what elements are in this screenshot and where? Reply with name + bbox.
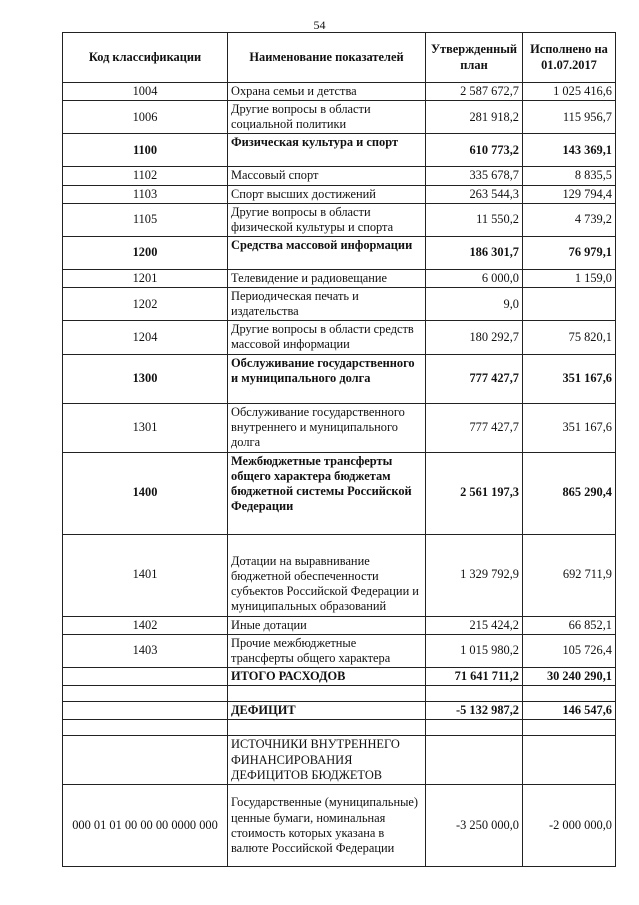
- row-plan: 71 641 711,2: [426, 667, 523, 685]
- row-code: 1403: [63, 634, 228, 667]
- page-number: 54: [313, 18, 326, 32]
- row-code: 1100: [63, 134, 228, 167]
- row-done: 1 159,0: [523, 269, 616, 287]
- table-row: [63, 736, 616, 785]
- budget-table: [62, 32, 616, 867]
- row-code: 1402: [63, 616, 228, 634]
- row-plan: 11 550,2: [426, 203, 523, 236]
- table-row: [63, 534, 616, 616]
- row-plan: 777 427,7: [426, 354, 523, 403]
- row-name: Охрана семьи и детства: [228, 83, 426, 101]
- table-row: [63, 634, 616, 667]
- row-name: Периодическая печать и издательства: [228, 288, 426, 321]
- row-done: [523, 686, 616, 702]
- row-done: 66 852,1: [523, 616, 616, 634]
- row-code: 1400: [63, 452, 228, 534]
- row-plan: 215 424,2: [426, 616, 523, 634]
- row-name: Обслуживание государственного и муниципального долга: [228, 354, 426, 403]
- table-row: [63, 403, 616, 452]
- row-plan: 2 587 672,7: [426, 83, 523, 101]
- row-code: 1201: [63, 269, 228, 287]
- row-done: 4 739,2: [523, 203, 616, 236]
- table-row: [63, 185, 616, 203]
- table-row: [63, 83, 616, 101]
- row-done: 115 956,7: [523, 101, 616, 134]
- row-name: Массовый спорт: [228, 167, 426, 185]
- row-done: 1 025 416,6: [523, 83, 616, 101]
- row-name: ИСТОЧНИКИ ВНУТРЕННЕГО ФИНАНСИРОВАНИЯ ДЕФИЦИТОВ БЮДЖЕТОВ: [228, 736, 426, 785]
- row-plan: 6 000,0: [426, 269, 523, 287]
- row-name: Межбюджетные трансферты общего характера бюджетам бюджетной системы Российской Федерации: [228, 452, 426, 534]
- table-row: [63, 203, 616, 236]
- row-name: Дотации на выравнивание бюджетной обеспеченности субъектов Российской Федерации и муниципальных образований: [228, 534, 426, 616]
- row-code: 1006: [63, 101, 228, 134]
- row-name: [228, 686, 426, 702]
- header-done: Исполнено на 01.07.2017: [523, 33, 616, 83]
- row-code: 1204: [63, 321, 228, 354]
- table-header-row: [63, 33, 616, 83]
- row-done: 143 369,1: [523, 134, 616, 167]
- row-name: Другие вопросы в области физической культуры и спорта: [228, 203, 426, 236]
- row-done: -2 000 000,0: [523, 785, 616, 867]
- row-code: 1102: [63, 167, 228, 185]
- row-name: Иные дотации: [228, 616, 426, 634]
- row-done: 351 167,6: [523, 354, 616, 403]
- row-name: Другие вопросы в области социальной политики: [228, 101, 426, 134]
- row-plan: 1 015 980,2: [426, 634, 523, 667]
- table-row: [63, 101, 616, 134]
- row-code: 1301: [63, 403, 228, 452]
- row-name: ДЕФИЦИТ: [228, 702, 426, 720]
- row-plan: -5 132 987,2: [426, 702, 523, 720]
- row-plan: [426, 686, 523, 702]
- row-name: Другие вопросы в области средств массовой информации: [228, 321, 426, 354]
- table-row: [63, 288, 616, 321]
- header-plan: Утвержденный план: [426, 33, 523, 83]
- row-name: Государственные (муниципальные) ценные бумаги, номинальная стоимость которых указана в валюте Российской Федерации: [228, 785, 426, 867]
- row-code: 1401: [63, 534, 228, 616]
- row-code: 1004: [63, 83, 228, 101]
- row-done: 692 711,9: [523, 534, 616, 616]
- table-row: [63, 616, 616, 634]
- table-row: [63, 134, 616, 167]
- table-row: [63, 686, 616, 702]
- row-code: 1103: [63, 185, 228, 203]
- row-plan: 610 773,2: [426, 134, 523, 167]
- row-done: 351 167,6: [523, 403, 616, 452]
- row-done: 30 240 290,1: [523, 667, 616, 685]
- row-code: 1202: [63, 288, 228, 321]
- row-code: 000 01 01 00 00 00 0000 000: [63, 785, 228, 867]
- row-name: Обслуживание государственного внутреннего и муниципального долга: [228, 403, 426, 452]
- row-plan: -3 250 000,0: [426, 785, 523, 867]
- row-done: 105 726,4: [523, 634, 616, 667]
- row-plan: 2 561 197,3: [426, 452, 523, 534]
- row-done: [523, 720, 616, 736]
- row-code: [63, 667, 228, 685]
- row-plan: 263 544,3: [426, 185, 523, 203]
- row-code: 1300: [63, 354, 228, 403]
- row-name: ИТОГО РАСХОДОВ: [228, 667, 426, 685]
- table-row: [63, 321, 616, 354]
- row-name: Физическая культура и спорт: [228, 134, 426, 167]
- row-done: 76 979,1: [523, 236, 616, 269]
- row-done: [523, 288, 616, 321]
- table-row: [63, 452, 616, 534]
- row-plan: 186 301,7: [426, 236, 523, 269]
- row-plan: 1 329 792,9: [426, 534, 523, 616]
- row-plan: 281 918,2: [426, 101, 523, 134]
- row-plan: [426, 736, 523, 785]
- table-row: [63, 167, 616, 185]
- table-row: [63, 667, 616, 685]
- row-code: [63, 720, 228, 736]
- row-plan: [426, 720, 523, 736]
- table-row: [63, 354, 616, 403]
- row-plan: 180 292,7: [426, 321, 523, 354]
- table-row: [63, 720, 616, 736]
- row-code: 1105: [63, 203, 228, 236]
- row-done: 146 547,6: [523, 702, 616, 720]
- row-plan: 777 427,7: [426, 403, 523, 452]
- table-row: [63, 269, 616, 287]
- header-code: Код классификации: [63, 33, 228, 83]
- row-plan: 9,0: [426, 288, 523, 321]
- table-row: [63, 236, 616, 269]
- row-done: 129 794,4: [523, 185, 616, 203]
- row-done: 75 820,1: [523, 321, 616, 354]
- row-done: 865 290,4: [523, 452, 616, 534]
- row-code: [63, 736, 228, 785]
- row-done: [523, 736, 616, 785]
- row-name: Средства массовой информации: [228, 236, 426, 269]
- table-row: [63, 785, 616, 867]
- row-done: 8 835,5: [523, 167, 616, 185]
- row-code: [63, 686, 228, 702]
- row-code: 1200: [63, 236, 228, 269]
- table-row: [63, 702, 616, 720]
- row-name: Спорт высших достижений: [228, 185, 426, 203]
- row-code: [63, 702, 228, 720]
- row-name: [228, 720, 426, 736]
- row-name: Телевидение и радиовещание: [228, 269, 426, 287]
- row-name: Прочие межбюджетные трансферты общего характера: [228, 634, 426, 667]
- row-plan: 335 678,7: [426, 167, 523, 185]
- header-name: Наименование показателей: [228, 33, 426, 83]
